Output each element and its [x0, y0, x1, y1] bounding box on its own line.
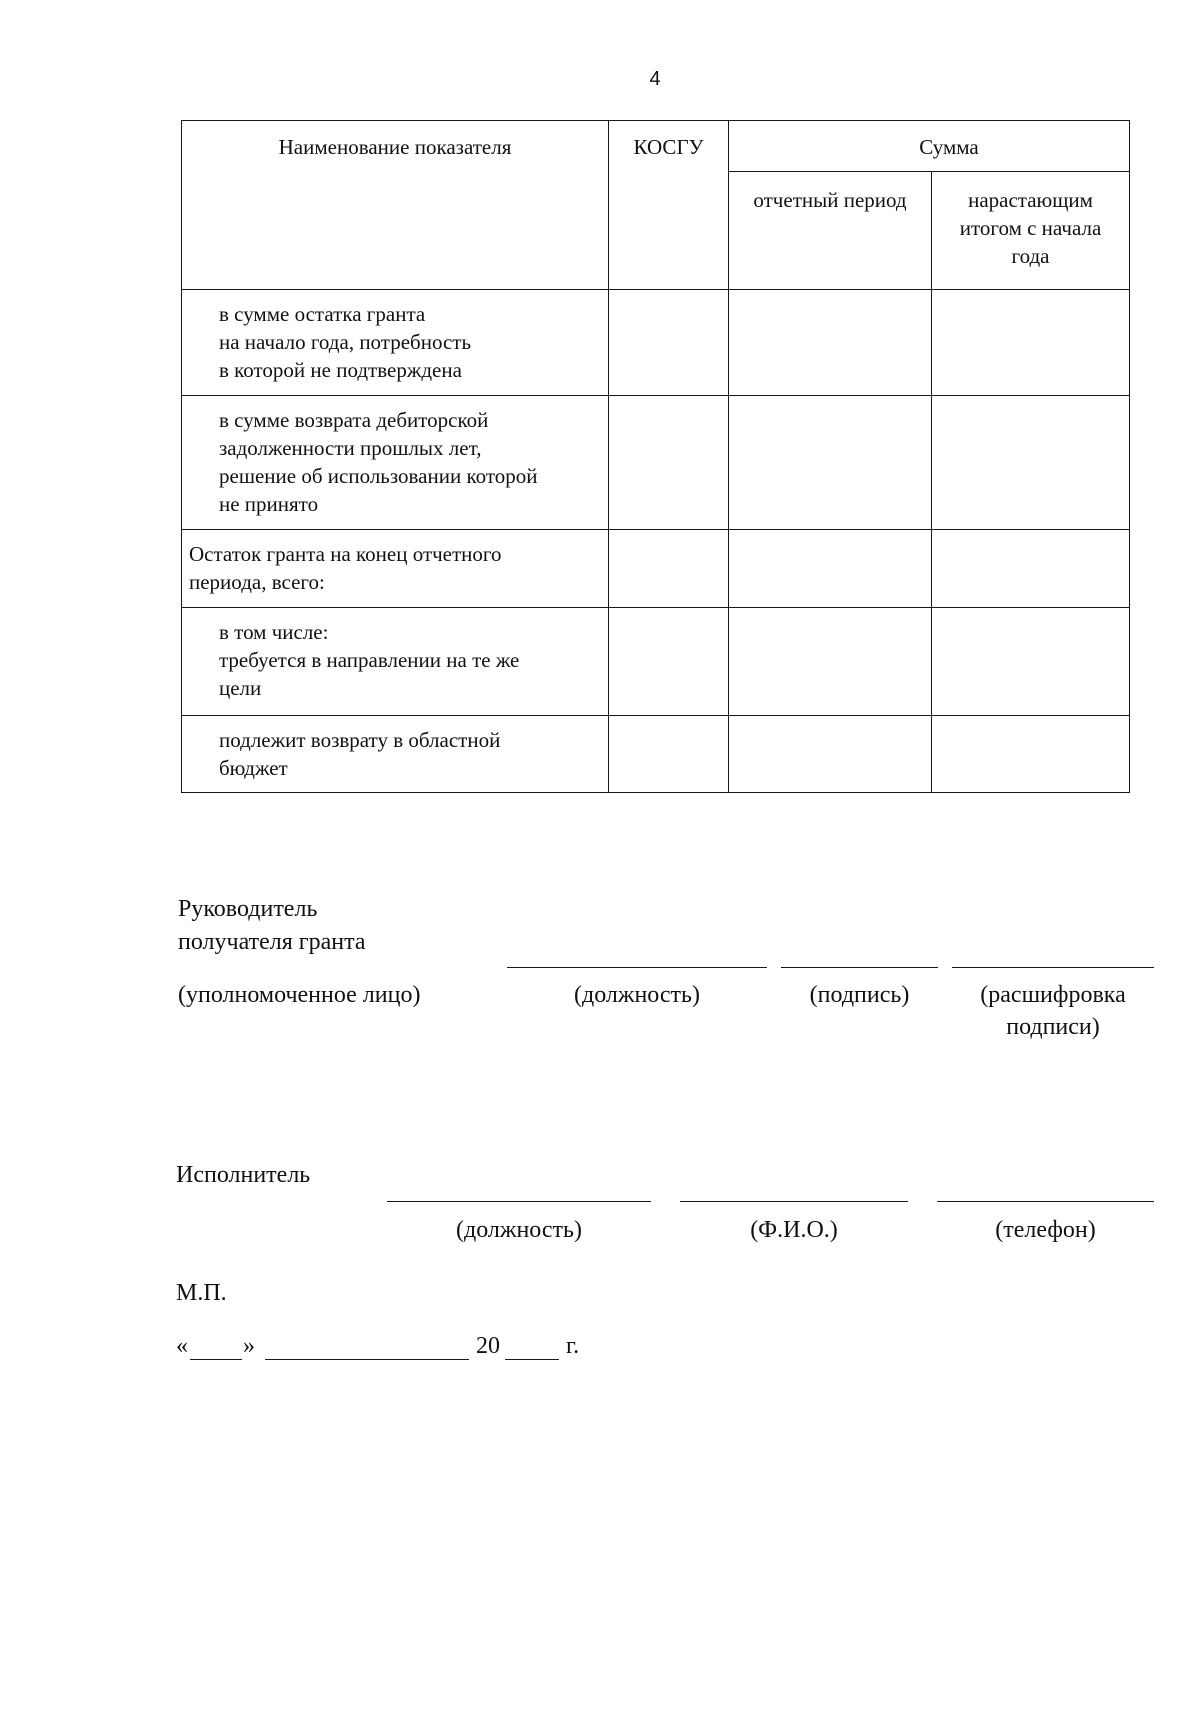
head-position-line	[507, 967, 767, 968]
head-signature-line	[781, 967, 938, 968]
row-total-cell	[932, 530, 1130, 608]
row-label: в том числе: требуется в направлении на те же цели	[182, 608, 609, 716]
header-sum: Сумма	[729, 121, 1130, 172]
date-open-quote: «	[176, 1333, 188, 1359]
date-month-line	[265, 1359, 469, 1360]
row-total-cell	[932, 608, 1130, 716]
row-period-cell	[729, 608, 932, 716]
row-kosgu-cell	[609, 396, 729, 530]
executor-position-line	[387, 1201, 651, 1202]
date-year-prefix: 20	[476, 1333, 500, 1359]
page-number: 4	[649, 68, 661, 90]
stamp-label: М.П.	[176, 1280, 227, 1306]
row-label: Остаток гранта на конец отчетного периода, всего:	[182, 530, 609, 608]
grant-report-table	[181, 120, 1130, 793]
row-kosgu-cell	[609, 608, 729, 716]
row-period-cell	[729, 530, 932, 608]
date-year-suffix: г.	[566, 1333, 580, 1359]
executor-label: Исполнитель	[176, 1162, 311, 1188]
row-label: в сумме остатка гранта на начало года, потребность в которой не подтверждена	[182, 290, 609, 396]
table-row	[182, 530, 1130, 608]
row-total-cell	[932, 716, 1130, 793]
executor-phone-line	[937, 1201, 1154, 1202]
header-cumulative-total: нарастающим итогом с начала года	[932, 172, 1130, 290]
row-period-cell	[729, 716, 932, 793]
table-row	[182, 396, 1130, 530]
row-period-cell	[729, 396, 932, 530]
date-day-line	[190, 1359, 242, 1360]
executor-position-caption: (должность)	[456, 1217, 582, 1243]
table-row	[182, 290, 1130, 396]
header-indicator-name: Наименование показателя	[182, 121, 609, 290]
row-label: в сумме возврата дебиторской задолженности прошлых лет, решение об использовании которой не принято	[182, 396, 609, 530]
head-title-line3: (уполномоченное лицо)	[178, 982, 421, 1008]
head-title-line2: получателя гранта	[178, 929, 366, 955]
date-year-line	[505, 1359, 559, 1360]
row-total-cell	[932, 290, 1130, 396]
row-label: подлежит возврату в областной бюджет	[182, 716, 609, 793]
head-signature-caption: (подпись)	[809, 982, 910, 1008]
table-row	[182, 608, 1130, 716]
table-row	[182, 716, 1130, 793]
executor-name-caption: (Ф.И.О.)	[750, 1217, 838, 1243]
row-kosgu-cell	[609, 716, 729, 793]
header-kosgu: КОСГУ	[609, 121, 729, 290]
row-total-cell	[932, 396, 1130, 530]
date-close-quote: »	[243, 1333, 255, 1359]
head-position-caption: (должность)	[574, 982, 700, 1008]
head-decoding-line	[952, 967, 1154, 968]
header-reporting-period: отчетный период	[729, 172, 932, 290]
head-title-line1: Руководитель	[178, 896, 318, 922]
row-kosgu-cell	[609, 290, 729, 396]
executor-phone-caption: (телефон)	[995, 1217, 1096, 1243]
row-kosgu-cell	[609, 530, 729, 608]
row-period-cell	[729, 290, 932, 396]
executor-name-line	[680, 1201, 908, 1202]
head-decoding-caption: (расшифровка подписи)	[980, 982, 1126, 1040]
